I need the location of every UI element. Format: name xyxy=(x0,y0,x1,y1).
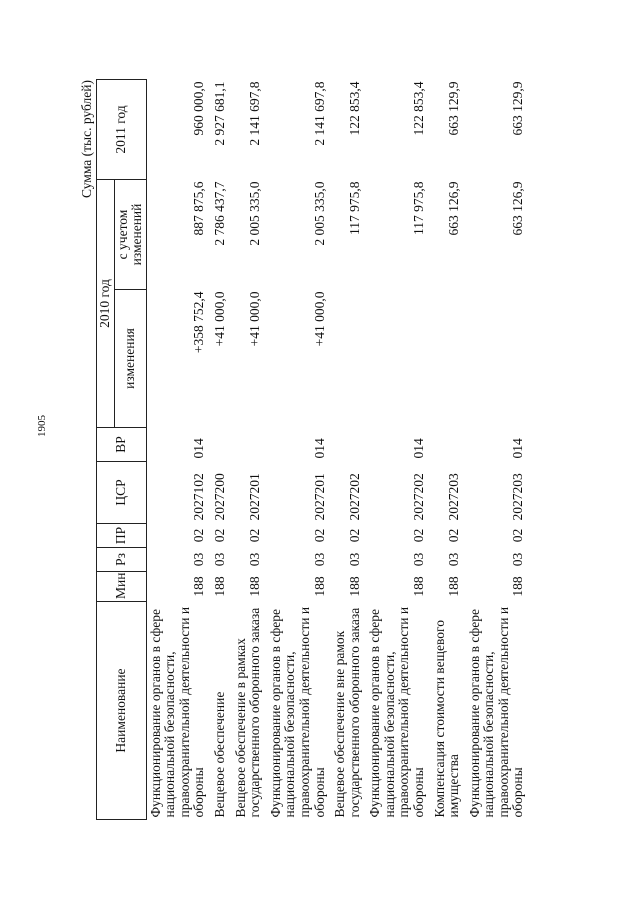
row-changes xyxy=(331,290,366,428)
row-name: Вещевое обеспечение вне рамок государственного оборонного заказа xyxy=(332,607,362,818)
table-header xyxy=(97,80,147,820)
row-csr: 2027102 xyxy=(191,473,207,521)
header-min: Мин xyxy=(97,572,147,602)
row-changes: +41 000,0 xyxy=(247,291,263,347)
row-2011: 2 141 697,8 xyxy=(247,81,263,146)
row-pr: 02 xyxy=(346,528,362,543)
row-2011: 122 853,4 xyxy=(410,81,426,136)
row-2011: 663 129,9 xyxy=(510,81,526,136)
row-rz: 03 xyxy=(247,552,263,567)
row-min: 188 xyxy=(247,576,263,597)
header-vr: ВР xyxy=(97,428,147,462)
rotated-page-content xyxy=(78,80,618,820)
table-row xyxy=(366,80,430,820)
row-changes xyxy=(431,290,466,428)
row-csr: 2027201 xyxy=(247,473,263,521)
row-changes: +41 000,0 xyxy=(212,291,228,347)
table-row xyxy=(267,80,331,820)
row-rz: 03 xyxy=(410,552,426,567)
row-with-changes: 117 975,8 xyxy=(410,181,426,235)
table-body xyxy=(146,80,530,820)
row-2011: 2 927 681,1 xyxy=(212,81,228,146)
header-pr: ПР xyxy=(97,524,147,548)
row-csr: 2027202 xyxy=(410,473,426,521)
row-name: Вещевое обеспечение xyxy=(212,691,228,818)
row-rz: 03 xyxy=(346,552,362,567)
header-2011: 2011 год xyxy=(97,80,147,180)
row-vr xyxy=(232,428,267,462)
row-with-changes: 117 975,8 xyxy=(346,181,362,235)
row-pr: 02 xyxy=(410,528,426,543)
header-name: Наименование xyxy=(97,602,147,820)
row-changes: +41 000,0 xyxy=(311,291,327,347)
table-row xyxy=(232,80,267,820)
row-changes: +358 752,4 xyxy=(191,291,207,354)
header-rz: Рз xyxy=(97,548,147,572)
row-rz: 03 xyxy=(191,552,207,567)
row-min: 188 xyxy=(212,576,228,597)
row-with-changes: 663 126,9 xyxy=(446,181,462,236)
row-min: 188 xyxy=(410,576,426,597)
row-min: 188 xyxy=(510,576,526,597)
row-vr: 014 xyxy=(410,438,426,459)
row-pr: 02 xyxy=(446,528,462,543)
row-min: 188 xyxy=(346,576,362,597)
row-pr: 02 xyxy=(247,528,263,543)
row-2011: 960 000,0 xyxy=(191,81,207,136)
row-pr: 02 xyxy=(191,528,207,543)
row-name: Функционирование органов в сфере национальной безопасности, правоохранительной деятельности и обороны xyxy=(267,606,327,818)
row-with-changes: 2 786 437,7 xyxy=(212,181,228,246)
row-with-changes: 2 005 335,0 xyxy=(311,181,327,246)
row-2011: 122 853,4 xyxy=(346,81,362,136)
header-changes: изменения xyxy=(114,290,146,428)
row-changes xyxy=(366,290,430,428)
row-vr xyxy=(331,428,366,462)
row-name: Функционирование органов в сфере национальной безопасности, правоохранительной деятельности и обороны xyxy=(147,606,207,818)
header-csr: ЦСР xyxy=(97,462,147,524)
row-vr: 014 xyxy=(311,438,327,459)
row-csr: 2027201 xyxy=(311,473,327,521)
row-rz: 03 xyxy=(446,552,462,567)
row-with-changes: 663 126,9 xyxy=(510,181,526,236)
header-2010: 2010 год xyxy=(97,180,115,428)
header-with-changes: с учетом изменений xyxy=(114,180,146,290)
row-with-changes: 887 875,6 xyxy=(191,181,207,236)
row-pr: 02 xyxy=(212,528,228,543)
row-with-changes: 2 005 335,0 xyxy=(247,181,263,246)
table-row xyxy=(331,80,366,820)
row-pr: 02 xyxy=(510,528,526,543)
row-min: 188 xyxy=(311,576,327,597)
row-rz: 03 xyxy=(311,552,327,567)
row-name: Вещевое обеспечение в рамках государственного оборонного заказа xyxy=(232,607,263,818)
row-name: Функционирование органов в сфере национальной безопасности, правоохранительной деятельности и обороны xyxy=(466,606,526,818)
table-row xyxy=(211,80,232,820)
row-csr: 2027202 xyxy=(346,473,362,521)
table-row xyxy=(431,80,466,820)
row-min: 188 xyxy=(446,576,462,597)
row-vr xyxy=(431,428,466,462)
row-name: Компенсация стоимости вещевого имущества xyxy=(431,620,462,818)
row-vr: 014 xyxy=(510,438,526,459)
row-vr: 014 xyxy=(191,438,207,459)
row-2011: 2 141 697,8 xyxy=(311,81,327,146)
row-min: 188 xyxy=(191,576,207,597)
row-name: Функционирование органов в сфере национальной безопасности, правоохранительной деятельности и обороны xyxy=(367,606,426,818)
units-caption: Сумма (тыс. рублей) xyxy=(79,80,94,198)
row-pr: 02 xyxy=(311,528,327,543)
table-row xyxy=(146,80,211,820)
row-rz: 03 xyxy=(510,552,526,567)
budget-table xyxy=(96,79,530,820)
row-vr xyxy=(211,428,232,462)
page-number: 1905 xyxy=(36,415,48,437)
row-changes xyxy=(466,290,530,428)
row-csr: 2027200 xyxy=(212,473,228,521)
row-2011: 663 129,9 xyxy=(446,81,462,136)
row-csr: 2027203 xyxy=(510,473,526,521)
row-rz: 03 xyxy=(212,552,228,567)
row-csr: 2027203 xyxy=(446,473,462,521)
table-row xyxy=(466,80,530,820)
